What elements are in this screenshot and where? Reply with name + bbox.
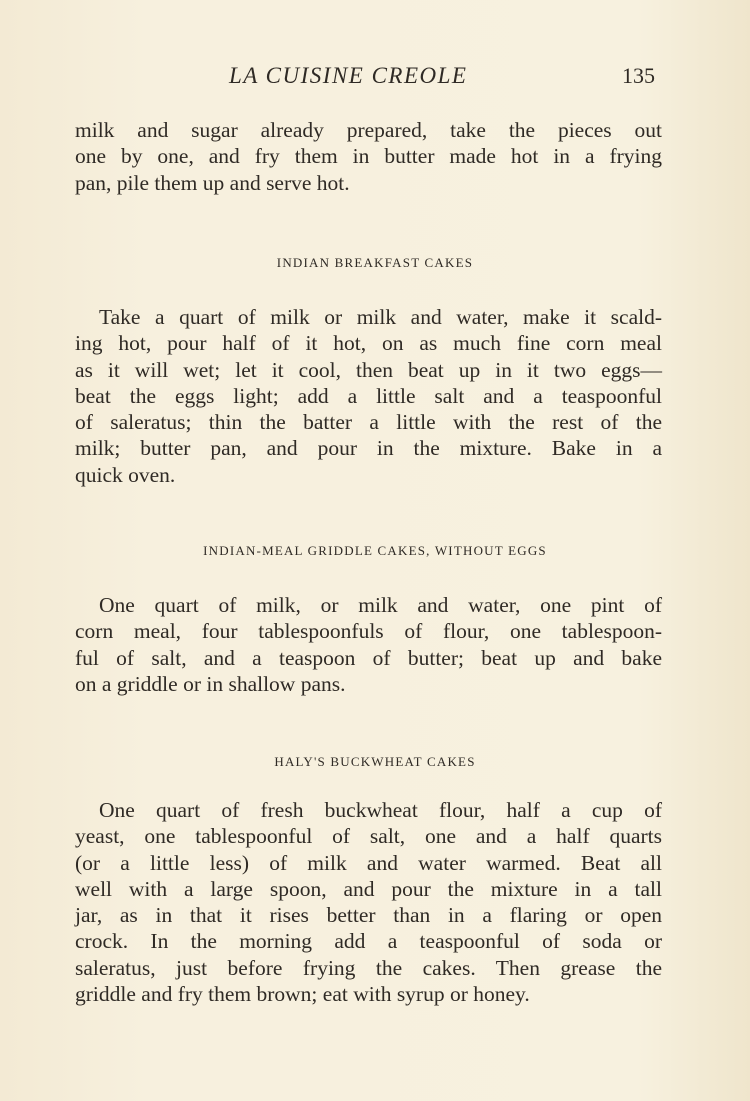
text-line: One quart of milk, or milk and water, one pint of bbox=[99, 593, 662, 617]
text-line: pan, pile them up and serve hot. bbox=[75, 170, 350, 195]
text-line: ful of salt, and a teaspoon of butter; beat up and bake bbox=[75, 645, 662, 670]
recipe-title: INDIAN BREAKFAST CAKES bbox=[276, 255, 474, 270]
text-line: One quart of fresh buckwheat flour, half a cup of bbox=[99, 798, 662, 822]
text-line: jar, as in that it rises better than in a flaring or open bbox=[75, 903, 662, 928]
text-line: (or a little less) of milk and water warmed. Beat all bbox=[75, 850, 662, 875]
text-line: yeast, one tablespoonful of salt, one and a half quarts bbox=[75, 824, 662, 849]
text-line: as it will wet; let it cool, then beat up in it two eggs— bbox=[75, 357, 662, 382]
text-line: corn meal, four tablespoonfuls of flour, one tablespoon- bbox=[75, 619, 662, 644]
text-line: Take a quart of milk or milk and water, make it scald- bbox=[99, 305, 662, 329]
text-line: of saleratus; thin the batter a little with the rest of the bbox=[75, 410, 662, 435]
text-line: saleratus, just before frying the cakes. Then grease the bbox=[75, 955, 662, 980]
text-line: on a griddle or in shallow pans. bbox=[75, 671, 346, 696]
running-head-title: LA CUISINE CREOLE bbox=[229, 63, 468, 88]
text-line: milk; butter pan, and pour in the mixture. Bake in a bbox=[75, 436, 662, 461]
recipe-title: HALY'S BUCKWHEAT CAKES bbox=[274, 754, 476, 769]
text-line: quick oven. bbox=[75, 462, 176, 487]
text-line: griddle and fry them brown; eat with syrup or honey. bbox=[75, 982, 530, 1007]
recipe-paragraph bbox=[75, 593, 662, 698]
recipe-title: INDIAN-MEAL GRIDDLE CAKES, WITHOUT EGGS bbox=[203, 543, 547, 558]
text-line: one by one, and fry them in butter made hot in a frying bbox=[75, 144, 662, 169]
text-line: milk and sugar already prepared, take the pieces out bbox=[75, 118, 662, 142]
continuation-paragraph bbox=[75, 118, 662, 197]
recipe-paragraph bbox=[75, 798, 662, 1008]
text-line: well with a large spoon, and pour the mixture in a tall bbox=[75, 876, 662, 901]
recipe-paragraph bbox=[75, 305, 662, 489]
text-line: crock. In the morning add a teaspoonful of soda or bbox=[75, 929, 662, 954]
text-line: beat the eggs light; add a little salt and a teaspoonful bbox=[75, 383, 662, 408]
page-number: 135 bbox=[622, 63, 655, 88]
text-line: ing hot, pour half of it hot, on as much fine corn meal bbox=[75, 331, 662, 356]
